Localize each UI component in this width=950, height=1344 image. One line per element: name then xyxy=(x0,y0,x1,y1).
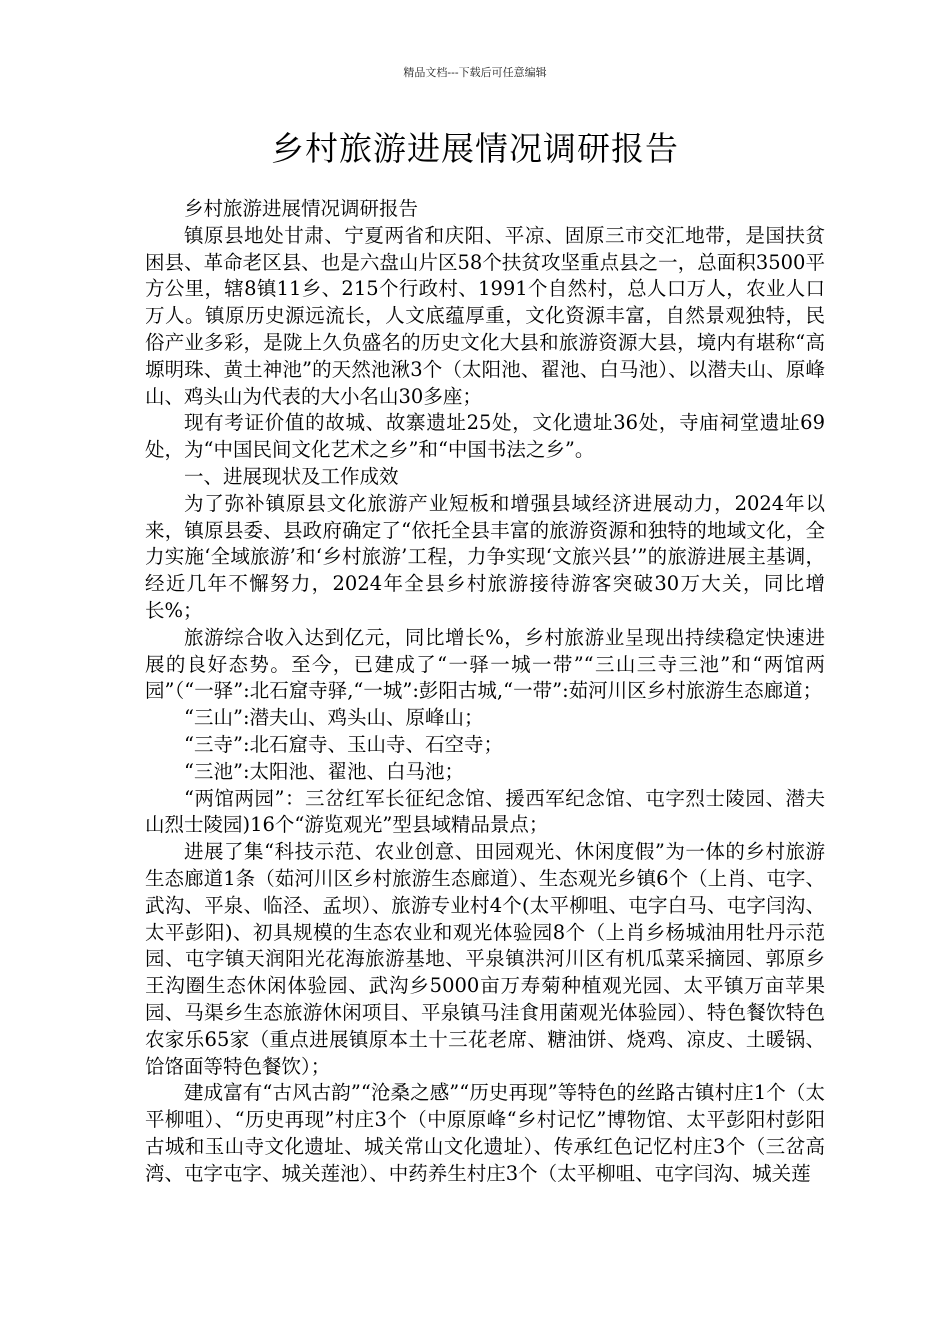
paragraph: 进展了集“科技示范、农业创意、田园观光、休闲度假”为一体的乡村旅游生态廊道1条（茹河川区乡村旅游生态廊道）、生态观光乡镇6个（上肖、屯字、武沟、平泉、临泾、孟坝）、旅游专业村4个(太平柳咀、屯字白马、屯字闫沟、太平彭阳)、初具规模的生态农业和观光体验园8个（上肖乡杨城油用牡丹示范园、屯字镇天润阳光花海旅游基地、平泉镇洪河川区有机瓜菜采摘园、郭原乡王沟圈生态休闲体验园、武沟乡5000亩万寿菊种植观光园、太平镇万亩苹果园、马渠乡生态旅游休闲项目、平泉镇马洼食用菌观光体验园）、特色餐饮特色农家乐65家（重点进展镇原本土十三花老席、糖油饼、烧鸡、凉皮、土暖锅、饸饹面等特色餐饮）； xyxy=(145,840,825,1078)
paragraph: “三池”:太阳池、翟池、白马池； xyxy=(184,759,465,783)
section-heading: 一、进展现状及工作成效 xyxy=(184,464,399,488)
paragraph: 镇原县地处甘肃、宁夏两省和庆阳、平凉、固原三市交汇地带，是国扶贫困县、革命老区县、也是六盘山片区58个扶贫攻坚重点县之一，总面积3500平方公里，辖8镇11乡、215个行政村、1991个自然村，总人口万人，农业人口万人。镇原历史源远流长，人文底蕴厚重，文化资源丰富，自然景观独特，民俗产业多彩，是陇上久负盛名的历史文化大县和旅游资源大县，境内有堪称“高塬明珠、黄土神池”的天然池湫3个（太阳池、翟池、白马池）、以潜夫山、原峰山、鸡头山为代表的大小名山30多座； xyxy=(145,223,825,408)
paragraph: 为了弥补镇原县文化旅游产业短板和增强县域经济进展动力，2024年以来，镇原县委、县政府确定了“依托全县丰富的旅游资源和独特的地域文化，全力实施‘全域旅游’和‘乡村旅游’工程，力争实现‘文旅兴县’”的旅游进展主基调，经近几年不懈努力，2024年全县乡村旅游接待游客突破30万大关，同比增长%； xyxy=(145,491,825,622)
paragraph-subtitle: 乡村旅游进展情况调研报告 xyxy=(184,197,419,220)
document-title: 乡村旅游进展情况调研报告 xyxy=(271,129,679,168)
paragraph: “两馆两园”：三岔红军长征纪念馆、援西军纪念馆、屯字烈士陵园、潜夫山烈士陵园)16个“游览观光”型县域精品景点； xyxy=(145,786,825,837)
paragraph: “三寺”:北石窟寺、玉山寺、石空寺； xyxy=(184,732,504,756)
paragraph: 建成富有“古风古韵”“沧桑之感”“历史再现”等特色的丝路古镇村庄1个（太平柳咀）、“历史再现”村庄3个（中原原峰“乡村记忆”博物馆、太平彭阳村彭阳古城和玉山寺文化遗址、城关常山文化遗址）、传承红色记忆村庄3个（三岔高湾、屯字屯字、城关莲池）、中药养生村庄3个（太平柳咀、屯字闫沟、城关莲 xyxy=(145,1081,825,1185)
paragraph: 现有考证价值的故城、故寨遗址25处，文化遗址36处，寺庙祠堂遗址69处，为“中国民间文化艺术之乡”和“中国书法之乡”。 xyxy=(145,411,825,462)
paragraph: 旅游综合收入达到亿元，同比增长%，乡村旅游业呈现出持续稳定快速进展的良好态势。至今，已建成了“一驿一城一带”“三山三寺三池”和“两馆两园”（“一驿”:北石窟寺驿,“一城”:彭阳古城,“一带”:茹河川区乡村旅游生态廊道； xyxy=(145,625,825,703)
header-note: 精品文档---下载后可任意编辑 xyxy=(403,66,547,79)
paragraph: “三山”:潜夫山、鸡头山、原峰山； xyxy=(184,706,484,730)
document-body xyxy=(145,196,825,1187)
